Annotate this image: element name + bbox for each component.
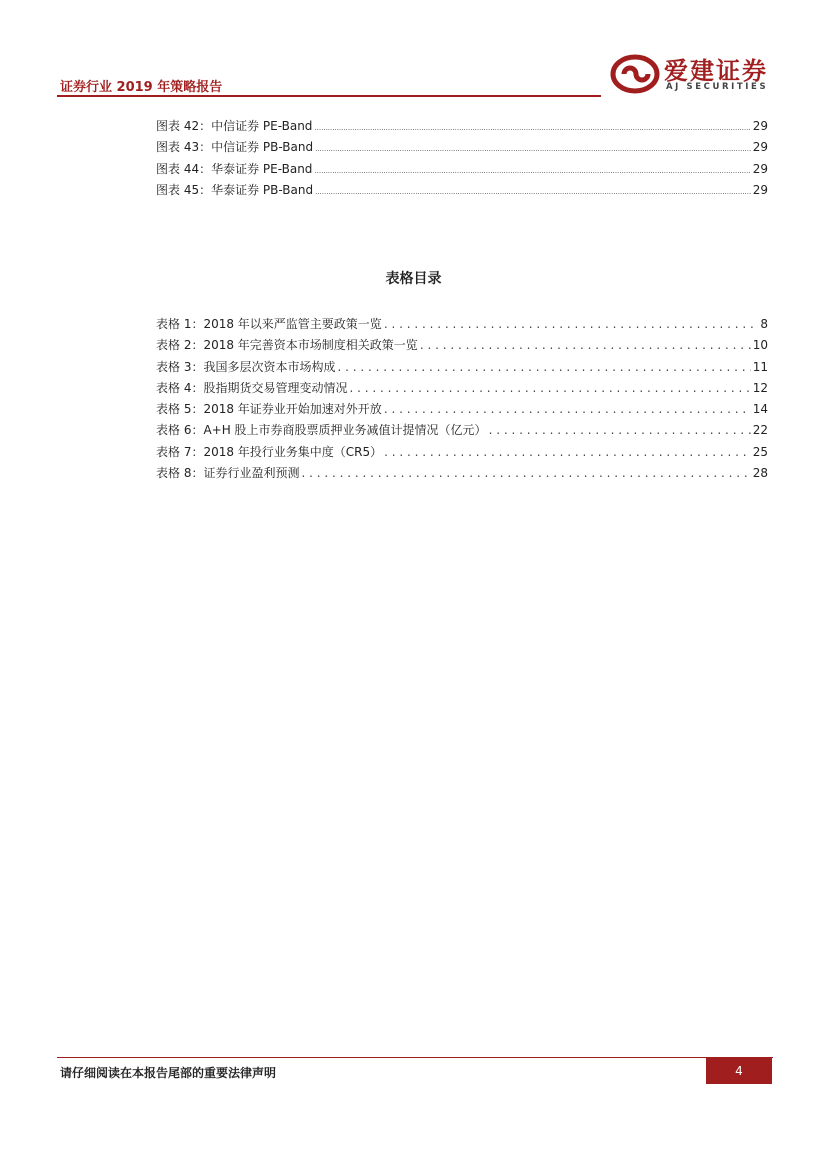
toc-entry-label: 表格 5：2018 年证券业开始加速对外开放 bbox=[156, 402, 382, 417]
toc-entry[interactable] bbox=[156, 116, 768, 137]
toc-leader bbox=[349, 378, 750, 399]
toc-entry[interactable] bbox=[156, 314, 768, 335]
toc-entry[interactable] bbox=[156, 378, 768, 399]
toc-entry-page: 29 bbox=[752, 182, 768, 197]
toc-leader bbox=[314, 116, 750, 139]
toc-entry[interactable] bbox=[156, 335, 768, 356]
toc-entry[interactable] bbox=[156, 442, 768, 463]
toc-leader bbox=[384, 399, 751, 420]
toc-leader bbox=[301, 463, 750, 484]
toc-entry-page: 11 bbox=[752, 359, 768, 374]
table-toc-heading: 表格目录 bbox=[385, 271, 442, 287]
header-divider bbox=[57, 95, 601, 97]
toc-entry-page: 29 bbox=[752, 161, 768, 176]
report-title: 证券行业 2019 年策略报告 bbox=[60, 80, 223, 95]
toc-entry-page: 29 bbox=[752, 119, 768, 133]
toc-leader bbox=[314, 159, 750, 182]
toc-entry[interactable] bbox=[156, 357, 768, 378]
toc-entry-label: 表格 6：A+H 股上市券商股票质押业务减值计提情况（亿元） bbox=[156, 423, 487, 438]
toc-entry-page: 29 bbox=[752, 140, 768, 155]
toc-entry-label: 图表 42：中信证券 PE-Band bbox=[156, 119, 313, 133]
table-toc bbox=[156, 314, 768, 484]
toc-leader bbox=[384, 442, 751, 463]
toc-entry[interactable] bbox=[156, 180, 768, 201]
toc-leader bbox=[420, 335, 751, 356]
toc-entry-label: 表格 4：股指期货交易管理变动情况 bbox=[156, 380, 348, 395]
toc-entry-page: 12 bbox=[752, 380, 768, 395]
toc-entry-label: 图表 45：华泰证券 PB-Band bbox=[156, 182, 314, 197]
logo-english-name: AJ SECURITIES bbox=[666, 82, 769, 92]
toc-leader bbox=[337, 357, 750, 378]
toc-entry-page: 10 bbox=[752, 338, 768, 353]
toc-entry[interactable] bbox=[156, 137, 768, 158]
toc-entry[interactable] bbox=[156, 463, 768, 484]
toc-entry-page: 22 bbox=[752, 423, 768, 438]
toc-entry-label: 表格 3：我国多层次资本市场构成 bbox=[156, 359, 336, 374]
toc-leader bbox=[489, 420, 751, 441]
toc-entry-label: 表格 1：2018 年以来严监管主要政策一览 bbox=[156, 317, 382, 331]
toc-entry-label: 表格 7：2018 年投行业务集中度（CR5） bbox=[156, 444, 383, 459]
toc-entry-label: 表格 2：2018 年完善资本市场制度相关政策一览 bbox=[156, 338, 418, 353]
figure-toc bbox=[156, 116, 768, 201]
toc-leader bbox=[384, 314, 759, 335]
toc-entry[interactable] bbox=[156, 420, 768, 441]
toc-entry[interactable] bbox=[156, 159, 768, 180]
toc-entry[interactable] bbox=[156, 399, 768, 420]
footer-divider bbox=[57, 1057, 773, 1058]
legal-disclaimer: 请仔细阅读在本报告尾部的重要法律声明 bbox=[60, 1066, 277, 1080]
toc-entry-page: 14 bbox=[752, 402, 768, 417]
toc-leader bbox=[315, 137, 751, 160]
logo-chinese-name: 爱建证券 bbox=[664, 56, 768, 85]
toc-entry-label: 图表 43：中信证券 PB-Band bbox=[156, 140, 314, 155]
aj-logo-icon bbox=[610, 54, 660, 94]
toc-leader bbox=[315, 180, 751, 203]
toc-entry-page: 28 bbox=[752, 466, 768, 481]
toc-entry-page: 25 bbox=[752, 444, 768, 459]
toc-entry-label: 图表 44：华泰证券 PE-Band bbox=[156, 161, 313, 176]
toc-entry-label: 表格 8：证券行业盈利预测 bbox=[156, 466, 300, 481]
page-number: 4 bbox=[706, 1058, 772, 1084]
company-logo bbox=[610, 54, 780, 100]
toc-entry-page: 8 bbox=[760, 317, 768, 331]
